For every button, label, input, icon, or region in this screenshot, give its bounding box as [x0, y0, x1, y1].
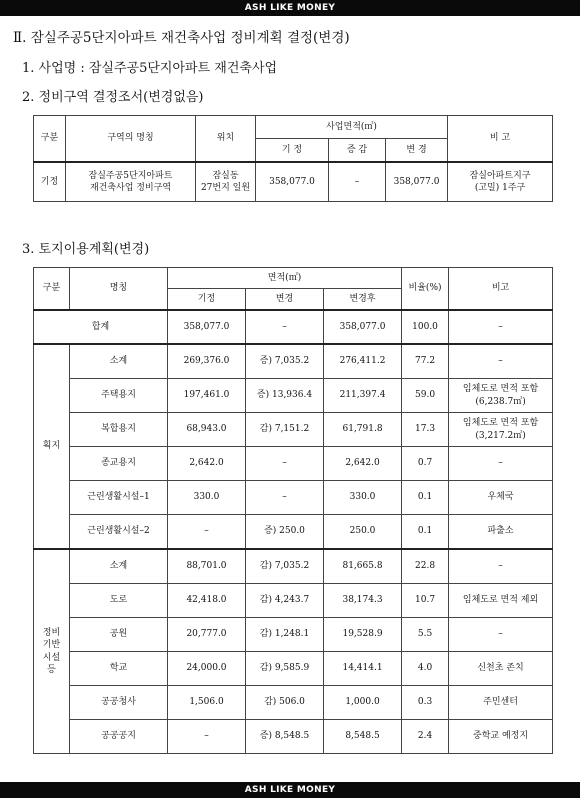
cell-name: 공원	[70, 618, 168, 652]
cell-note: 우체국	[449, 481, 553, 515]
cell-before: 20,777.0	[168, 618, 246, 652]
header-location: 위치	[196, 116, 256, 163]
cell-ratio: 100.0	[402, 310, 449, 344]
table-row	[34, 686, 553, 720]
cell-group: 획지	[34, 344, 70, 549]
zone-decision-table	[33, 115, 553, 202]
cell-name: 주택용지	[70, 379, 168, 413]
cell-before: 24,000.0	[168, 652, 246, 686]
cell-name: 근린생활시설–1	[70, 481, 168, 515]
cell-name: 근린생활시설–2	[70, 515, 168, 550]
header-note: 비고	[449, 268, 553, 311]
cell-group: 정비 기반 시설 등	[34, 549, 70, 754]
cell-before: 197,461.0	[168, 379, 246, 413]
cell-ratio: 0.3	[402, 686, 449, 720]
header-before: 기정	[168, 289, 246, 311]
total-row	[34, 310, 553, 344]
cell-ratio: 0.1	[402, 481, 449, 515]
header-zone-name: 구역의 명칭	[66, 116, 196, 163]
header-change: 변경	[246, 289, 324, 311]
cell-note: –	[449, 447, 553, 481]
bottom-banner: ASH LIKE MONEY	[0, 782, 580, 798]
cell-change: 감) 9,585.9	[246, 652, 324, 686]
header-gubun: 구분	[34, 116, 66, 163]
cell-after: 81,665.8	[324, 549, 402, 584]
cell-name: 도로	[70, 584, 168, 618]
cell-change: –	[246, 481, 324, 515]
section-2-heading: 2. 정비구역 결정조서(변경없음)	[22, 90, 204, 105]
cell-change: 증) 8,548.5	[246, 720, 324, 754]
table-row	[34, 379, 553, 413]
cell-change: 감) 7,151.2	[246, 413, 324, 447]
header-change: 증 감	[329, 139, 386, 163]
cell-name: 소계	[70, 549, 168, 584]
cell-note: 중학교 예정지	[449, 720, 553, 754]
cell-note: 임체도로 면적 포함 (6,238.7㎡)	[449, 379, 553, 413]
cell-after: 19,528.9	[324, 618, 402, 652]
section-1-heading: 1. 사업명 : 잠실주공5단지아파트 재건축사업	[22, 61, 278, 76]
cell-ratio: 0.1	[402, 515, 449, 550]
table-row	[34, 162, 553, 202]
cell-ratio: 22.8	[402, 549, 449, 584]
cell-after: 250.0	[324, 515, 402, 550]
table-row	[34, 618, 553, 652]
cell-name: 공공청사	[70, 686, 168, 720]
cell-before: 88,701.0	[168, 549, 246, 584]
document-title: Ⅱ. 잠실주공5단지아파트 재건축사업 정비계획 결정(변경)	[13, 30, 350, 46]
cell-ratio: 5.5	[402, 618, 449, 652]
cell-after: 211,397.4	[324, 379, 402, 413]
header-project-area: 사업면적(㎡)	[256, 116, 448, 139]
cell-before: 42,418.0	[168, 584, 246, 618]
table-row	[34, 413, 553, 447]
header-area: 면적(㎡)	[168, 268, 402, 289]
cell-note: –	[449, 618, 553, 652]
cell-before: 330.0	[168, 481, 246, 515]
cell-change: 증) 250.0	[246, 515, 324, 550]
table-row	[34, 720, 553, 754]
cell-note: 파출소	[449, 515, 553, 550]
header-name: 명칭	[70, 268, 168, 311]
table-row	[34, 344, 553, 379]
cell-change: 증) 7,035.2	[246, 344, 324, 379]
cell-change: –	[329, 162, 386, 202]
cell-note: 잠실아파트지구 (고밀) 1주구	[448, 162, 553, 202]
cell-note: –	[449, 310, 553, 344]
cell-after: 358,077.0	[324, 310, 402, 344]
cell-change: –	[246, 310, 324, 344]
cell-note: –	[449, 549, 553, 584]
cell-note: 신천초 존치	[449, 652, 553, 686]
cell-gubun: 기정	[34, 162, 66, 202]
header-ratio: 비율(%)	[402, 268, 449, 311]
cell-name: 학교	[70, 652, 168, 686]
cell-change: 감) 7,035.2	[246, 549, 324, 584]
cell-change: 증) 13,936.4	[246, 379, 324, 413]
cell-name: 공공공지	[70, 720, 168, 754]
cell-before: 1,506.0	[168, 686, 246, 720]
table-row	[34, 652, 553, 686]
cell-before: 358,077.0	[256, 162, 329, 202]
land-use-table	[33, 267, 553, 754]
cell-ratio: 17.3	[402, 413, 449, 447]
table-row	[34, 515, 553, 550]
cell-before: 2,642.0	[168, 447, 246, 481]
header-before: 기 정	[256, 139, 329, 163]
table-row	[34, 447, 553, 481]
cell-location: 잠실동 27번지 일원	[196, 162, 256, 202]
header-gubun: 구분	[34, 268, 70, 311]
cell-change: –	[246, 447, 324, 481]
cell-change: 감) 506.0	[246, 686, 324, 720]
cell-ratio: 2.4	[402, 720, 449, 754]
cell-after: 358,077.0	[386, 162, 448, 202]
cell-after: 8,548.5	[324, 720, 402, 754]
header-after: 변 경	[386, 139, 448, 163]
cell-ratio: 77.2	[402, 344, 449, 379]
cell-zone-name: 잠실주공5단지아파트 재건축사업 정비구역	[66, 162, 196, 202]
section-3-heading: 3. 토지이용계획(변경)	[22, 242, 150, 257]
cell-before: 269,376.0	[168, 344, 246, 379]
cell-change: 감) 1,248.1	[246, 618, 324, 652]
cell-after: 1,000.0	[324, 686, 402, 720]
cell-after: 330.0	[324, 481, 402, 515]
cell-after: 61,791.8	[324, 413, 402, 447]
cell-before: 358,077.0	[168, 310, 246, 344]
cell-note: –	[449, 344, 553, 379]
cell-ratio: 10.7	[402, 584, 449, 618]
table-row	[34, 549, 553, 584]
cell-name: 종교용지	[70, 447, 168, 481]
cell-note: 임체도로 면적 제외	[449, 584, 553, 618]
cell-after: 2,642.0	[324, 447, 402, 481]
cell-ratio: 4.0	[402, 652, 449, 686]
cell-name: 소계	[70, 344, 168, 379]
table-row	[34, 481, 553, 515]
top-banner: ASH LIKE MONEY	[0, 0, 580, 16]
header-note: 비 고	[448, 116, 553, 163]
cell-note: 임체도로 면적 포함 (3,217.2㎡)	[449, 413, 553, 447]
cell-name: 합계	[34, 310, 168, 344]
cell-before: –	[168, 515, 246, 550]
cell-ratio: 59.0	[402, 379, 449, 413]
cell-name: 복합용지	[70, 413, 168, 447]
table-row	[34, 584, 553, 618]
cell-after: 276,411.2	[324, 344, 402, 379]
header-after: 변경후	[324, 289, 402, 311]
cell-before: 68,943.0	[168, 413, 246, 447]
cell-after: 14,414.1	[324, 652, 402, 686]
cell-change: 감) 4,243.7	[246, 584, 324, 618]
cell-before: –	[168, 720, 246, 754]
cell-ratio: 0.7	[402, 447, 449, 481]
cell-note: 주민센터	[449, 686, 553, 720]
cell-after: 38,174.3	[324, 584, 402, 618]
